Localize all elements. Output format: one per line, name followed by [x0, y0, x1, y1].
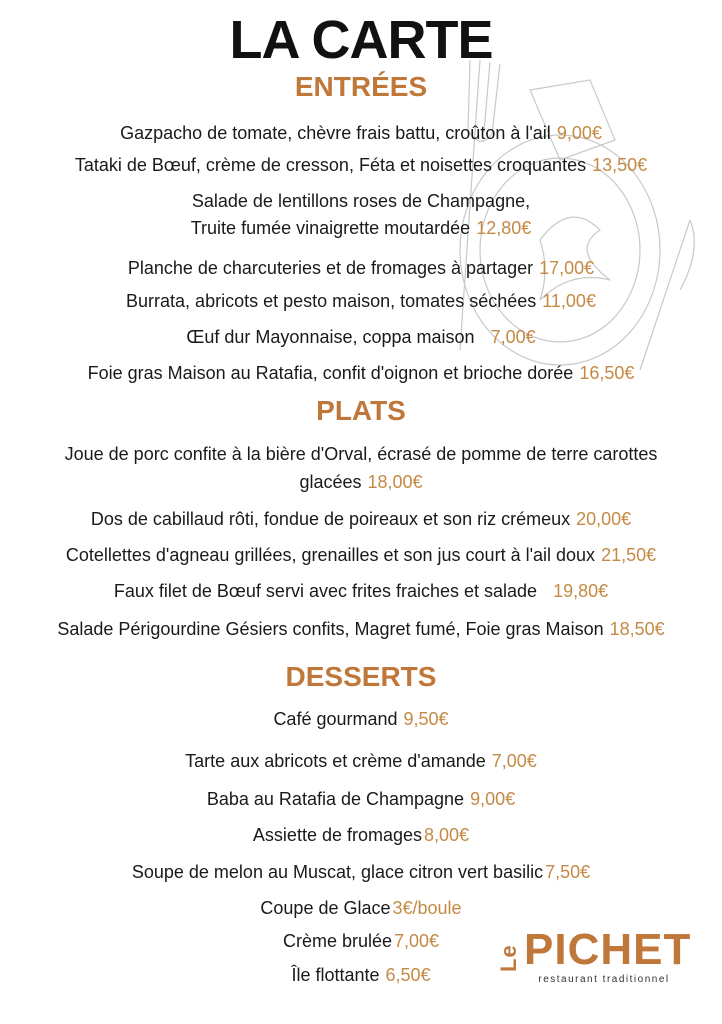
section-heading-entrees: ENTRÉES [294, 71, 428, 102]
item-price: 9,50€ [403, 709, 449, 729]
menu-item [0, 325, 722, 349]
item-price: 7,00€ [491, 751, 537, 771]
item-name: Burrata, abricots et pesto maison, tomates séchées [126, 291, 537, 311]
item-name: Baba au Ratafia de Champagne [206, 789, 465, 809]
logo-tagline: restaurant traditionnel [538, 974, 670, 985]
item-price: 16,50€ [579, 363, 635, 383]
item-name: Gazpacho de tomate, chèvre frais battu, croûton à l'ail [120, 123, 551, 143]
menu-item [0, 749, 722, 773]
item-price: 20,00€ [576, 509, 632, 529]
item-price: 7,00€ [394, 931, 440, 951]
menu-item [0, 787, 722, 811]
menu-item-continued [0, 470, 722, 494]
item-name: Œuf dur Mayonnaise, coppa maison [186, 327, 475, 347]
item-price: 3€/boule [392, 898, 462, 918]
item-name: Salade Périgourdine Gésiers confits, Magret fumé, Foie gras Maison [57, 619, 604, 639]
item-name: Soupe de melon au Muscat, glace citron vert basilic [131, 862, 544, 882]
item-name: Tarte aux abricots et crème d'amande [185, 751, 486, 771]
menu-item [0, 361, 722, 385]
item-price: 7,50€ [545, 862, 591, 882]
item-price: 21,50€ [601, 545, 657, 565]
item-name: Foie gras Maison au Ratafia, confit d'oignon et brioche dorée [87, 363, 574, 383]
logo-le: Le [496, 944, 521, 972]
menu-item [0, 823, 722, 847]
item-name: Joue de porc confite à la bière d'Orval, écrasé de pomme de terre carottes [64, 444, 658, 464]
item-price: 11,00€ [542, 291, 596, 311]
menu-item [0, 543, 722, 567]
item-price: 13,50€ [592, 155, 648, 175]
logo-name: PICHET [524, 925, 692, 974]
item-name: Cotellettes d'agneau grillées, grenailles et son jus court à l'ail doux [65, 545, 596, 565]
menu-item [0, 896, 722, 920]
item-name: Salade de lentillons roses de Champagne, [191, 191, 531, 211]
item-name: Faux filet de Bœuf servi avec frites fraiches et salade [113, 581, 538, 601]
item-price: 19,80€ [553, 581, 609, 601]
item-price: 12,80€ [476, 218, 532, 238]
menu-item [0, 860, 722, 884]
menu-item [0, 256, 722, 280]
item-price: 9,00€ [470, 789, 516, 809]
restaurant-logo [496, 925, 710, 985]
menu-item [0, 121, 722, 145]
menu-item [0, 617, 722, 641]
menu-item [0, 153, 722, 177]
section-heading-plats: PLATS [316, 395, 406, 426]
menu-item [0, 289, 722, 313]
item-name: Truite fumée vinaigrette moutardée [190, 218, 471, 238]
menu-item [0, 189, 722, 213]
page-title: LA CARTE [229, 10, 493, 70]
item-price: 18,50€ [609, 619, 665, 639]
menu-item [0, 442, 722, 466]
item-name: Dos de cabillaud rôti, fondue de poireaux et son riz crémeux [90, 509, 571, 529]
item-name: Île flottante [291, 965, 380, 985]
item-price: 6,50€ [385, 965, 431, 985]
menu-item [0, 507, 722, 531]
menu-item [0, 579, 722, 603]
item-name: Café gourmand [273, 709, 398, 729]
item-price: 9,00€ [556, 123, 602, 143]
menu-item-continued [0, 216, 722, 240]
item-name: Coupe de Glace [260, 898, 391, 918]
item-name: Assiette de fromages [252, 825, 423, 845]
item-name: Tataki de Bœuf, crème de cresson, Féta et noisettes croquantes [74, 155, 587, 175]
item-name: Crème brulée [282, 931, 392, 951]
item-price: 17,00€ [539, 258, 595, 278]
menu-item [0, 707, 722, 731]
item-price: 18,00€ [367, 472, 423, 492]
item-name: glacées [299, 472, 362, 492]
item-price: 7,00€ [490, 327, 536, 347]
item-name: Planche de charcuteries et de fromages à partager [127, 258, 534, 278]
item-price: 8,00€ [424, 825, 470, 845]
section-heading-desserts: DESSERTS [285, 661, 437, 692]
